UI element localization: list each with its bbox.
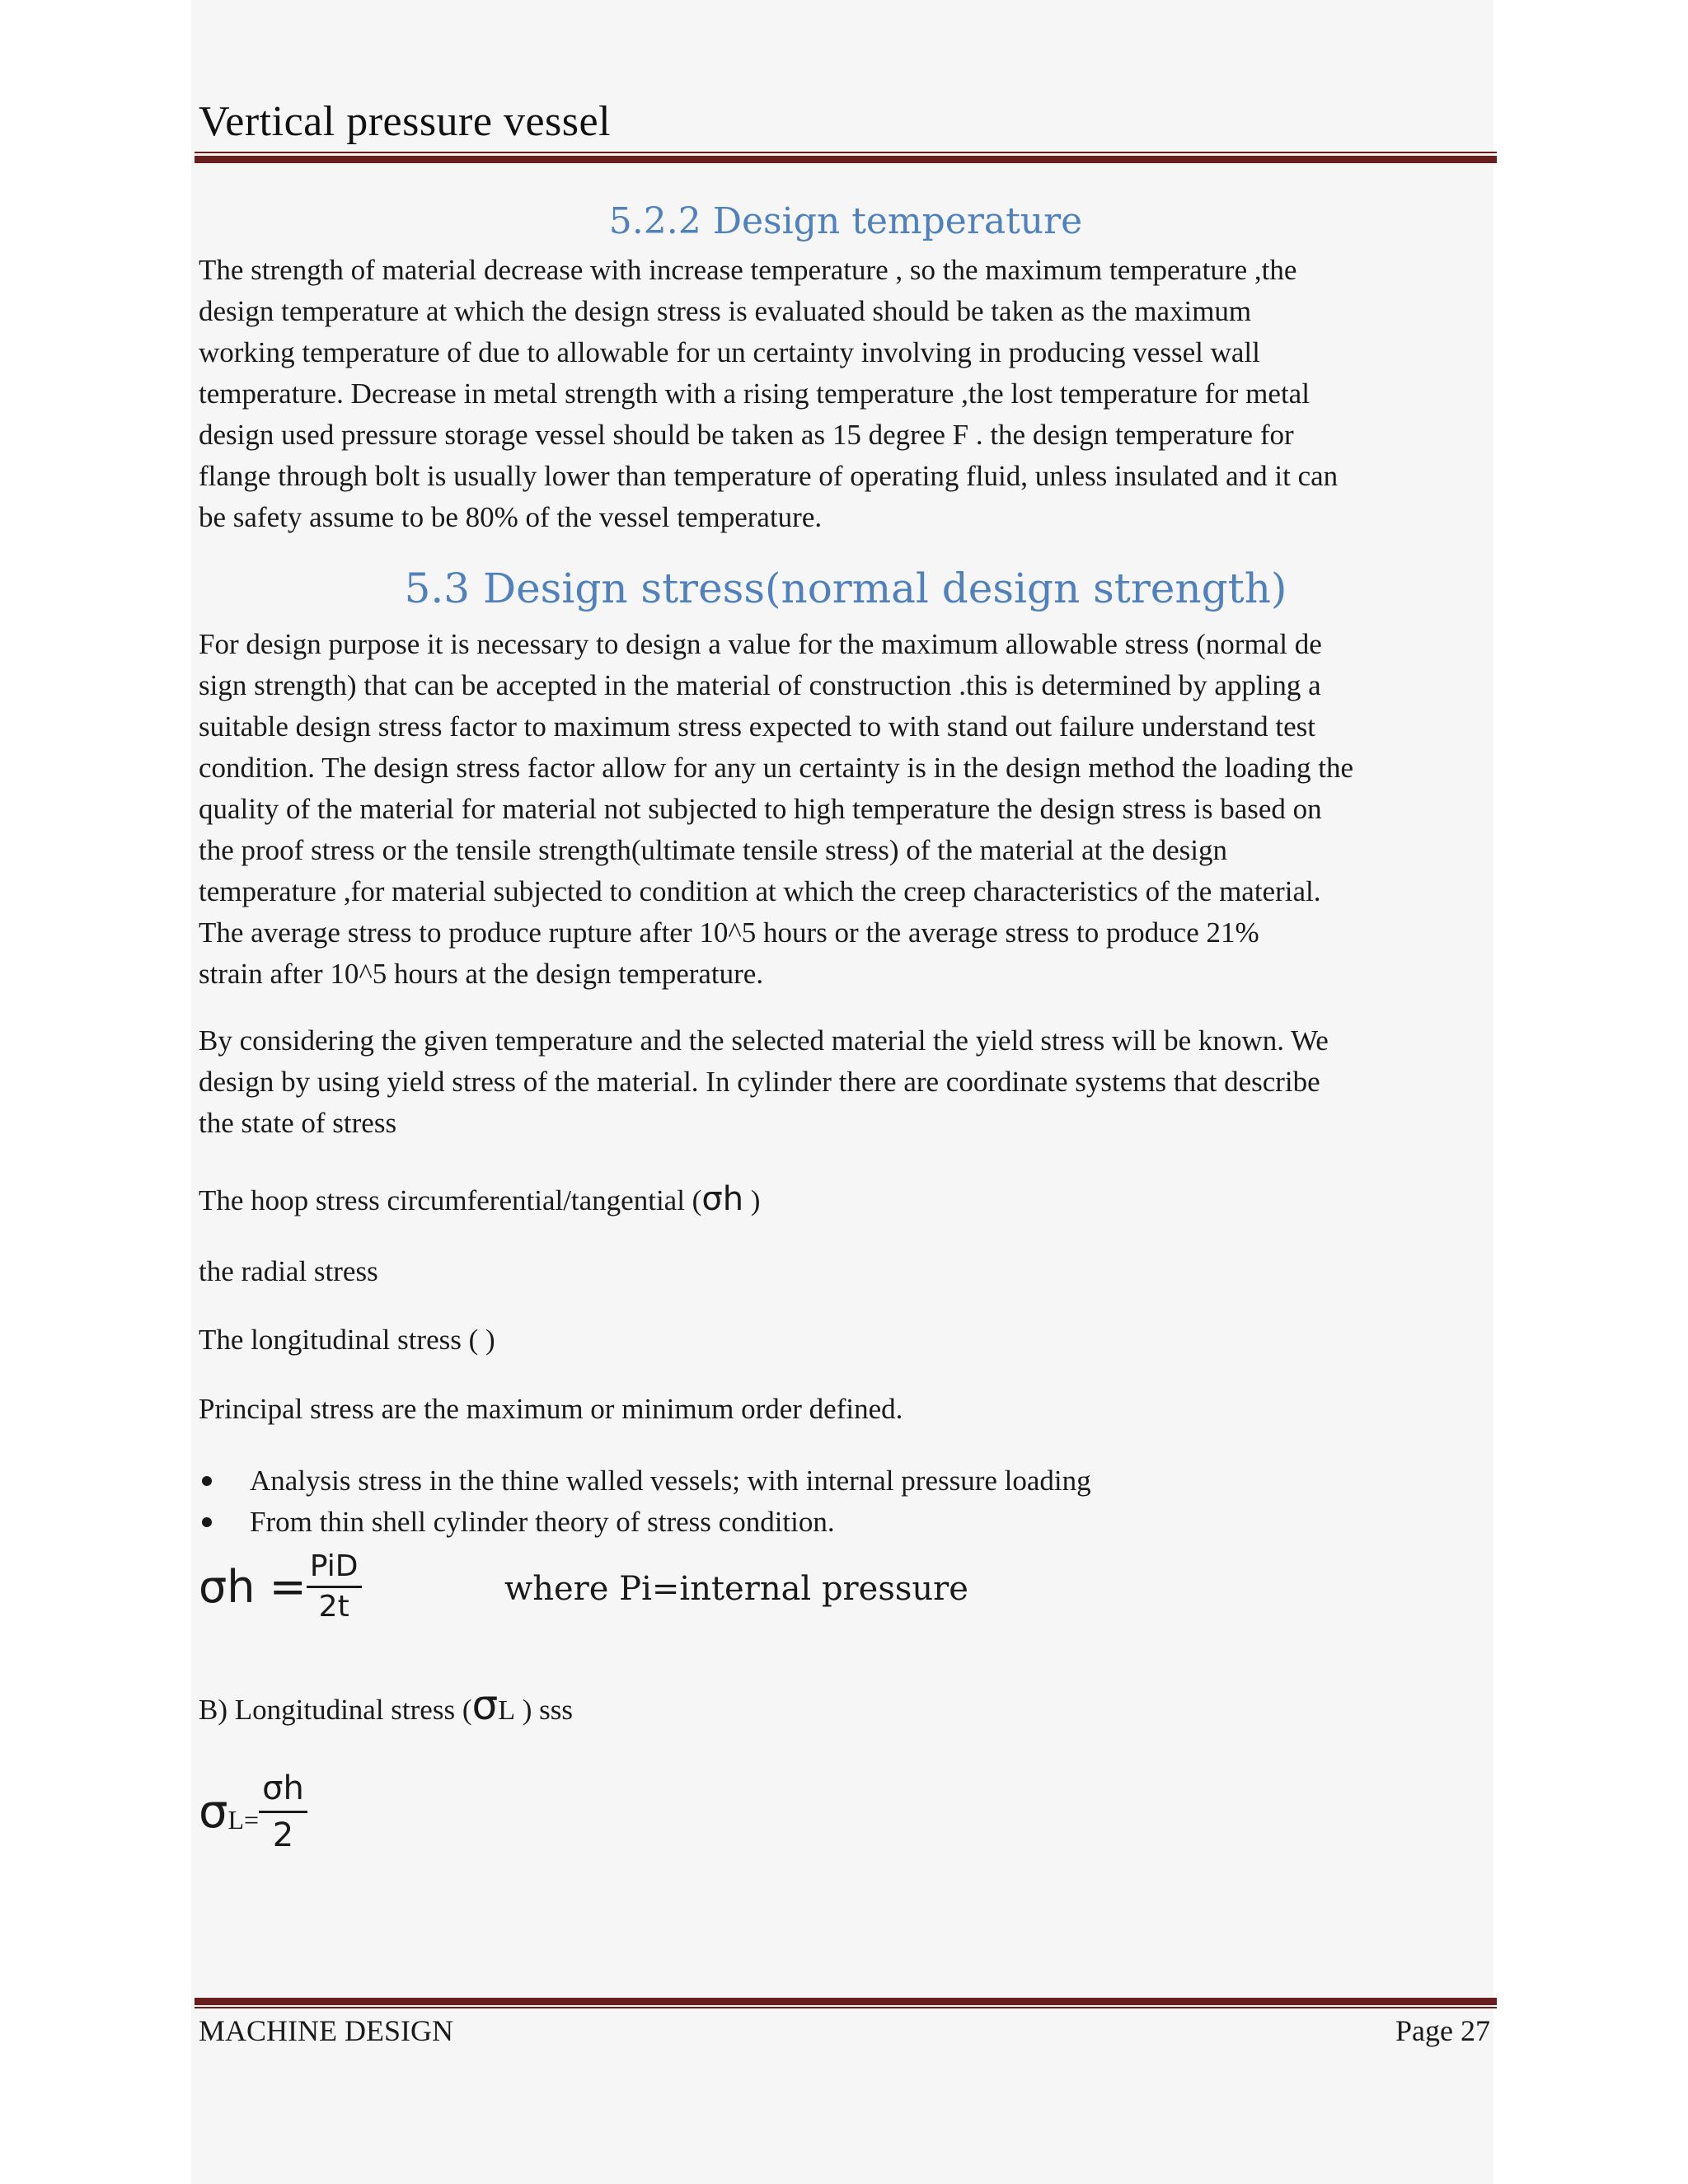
text-line: the proof stress or the tensile strength(ultimate tensile stress) of the material at the design <box>199 834 1227 866</box>
heading-design-temperature: 5.2.2 Design temperature <box>608 200 1083 242</box>
radial-stress-line: the radial stress <box>199 1255 378 1287</box>
sigma-symbol: σ <box>471 1681 499 1729</box>
text-line: strain after 10^5 hours at the design temperature. <box>199 958 764 990</box>
page-number: Page 27 <box>1395 2014 1490 2047</box>
equation-fraction <box>307 1548 362 1626</box>
text-line: By considering the given temperature and the selected material the yield stress will be known. We <box>199 1024 1329 1057</box>
footer-rule-thick <box>195 1998 1497 2005</box>
text-line: flange through bolt is usually lower than temperature of operating fluid, unless insulated and it can <box>199 460 1339 492</box>
text-line: the state of stress <box>199 1107 397 1139</box>
list-item: From thin shell cylinder theory of stress condition. <box>199 1502 1091 1543</box>
bullet-icon <box>202 1517 212 1527</box>
hoop-symbol: σh <box>701 1180 744 1218</box>
text-line: For design purpose it is necessary to design a value for the maximum allowable stress (normal de <box>199 628 1322 660</box>
text-line: temperature. Decrease in metal strength with a rising temperature ,the lost temperature for metal <box>199 377 1310 410</box>
text-line: be safety assume to be 80% of the vessel temperature. <box>199 501 823 533</box>
equation-hoop-stress <box>199 1541 362 1632</box>
text-line: design by using yield stress of the material. In cylinder there are coordinate systems that describe <box>199 1066 1320 1098</box>
fraction-denominator: 2t <box>318 1589 349 1624</box>
list-item: Analysis stress in the thine walled vessels; with internal pressure loading <box>199 1460 1091 1502</box>
running-header-title: Vertical pressure vessel <box>199 98 612 145</box>
text-line: working temperature of due to allowable for un certainty involving in producing vessel wall <box>199 336 1260 368</box>
bullet-list <box>199 1460 1091 1543</box>
principal-stress-line: Principal stress are the maximum or minimum order defined. <box>199 1393 903 1425</box>
paragraph-design-temperature <box>199 250 1501 538</box>
equation-note: where Pi=internal pressure <box>504 1570 968 1608</box>
longitudinal-stress-line: The longitudinal stress ( ) <box>199 1324 495 1356</box>
text-line: The strength of material decrease with increase temperature , so the maximum temperature ,the <box>199 254 1297 286</box>
text-line: temperature ,for material subjected to condition at which the creep characteristics of the material. <box>199 875 1321 907</box>
sigma-symbol: σ <box>199 1784 228 1839</box>
hoop-stress-line: The hoop stress circumferential/tangential (σh ) <box>199 1180 761 1218</box>
header-rule-thin <box>195 152 1497 153</box>
text-line: design temperature at which the design stress is evaluated should be taken as the maximum <box>199 295 1252 327</box>
text-line: The average stress to produce rupture after 10^5 hours or the average stress to produce 21% <box>199 916 1259 949</box>
paragraph-yield-stress <box>199 1020 1501 1144</box>
paragraph-design-stress <box>199 624 1501 995</box>
equation-lhs: σh = <box>199 1560 307 1613</box>
text-line: sign strength) that can be accepted in the material of construction .this is determined by appling a <box>199 669 1321 701</box>
longitudinal-b-line: B) Longitudinal stress (σL ) sss <box>199 1681 574 1729</box>
fraction-numerator: σh <box>259 1766 307 1813</box>
fraction-numerator: PiD <box>307 1548 362 1588</box>
equation-longitudinal-stress <box>199 1762 307 1861</box>
fraction-denominator: 2 <box>272 1816 294 1854</box>
header-rule-thick <box>195 156 1497 163</box>
heading-design-stress: 5.3 Design stress(normal design strength) <box>404 565 1287 612</box>
footer-rule-thin <box>195 2007 1497 2008</box>
text-line: condition. The design stress factor allow for any un certainty is in the design method the loading the <box>199 752 1353 784</box>
equation-fraction <box>259 1766 307 1858</box>
footer-title: MACHINE DESIGN <box>199 2014 453 2047</box>
bullet-icon <box>202 1476 212 1486</box>
text-line: design used pressure storage vessel should be taken as 15 degree F . the design temperature for <box>199 419 1294 451</box>
text-line: suitable design stress factor to maximum stress expected to with stand out failure understand test <box>199 710 1315 743</box>
text-line: quality of the material for material not subjected to high temperature the design stress is based on <box>199 793 1322 825</box>
equation-subscript: L= <box>227 1804 260 1835</box>
